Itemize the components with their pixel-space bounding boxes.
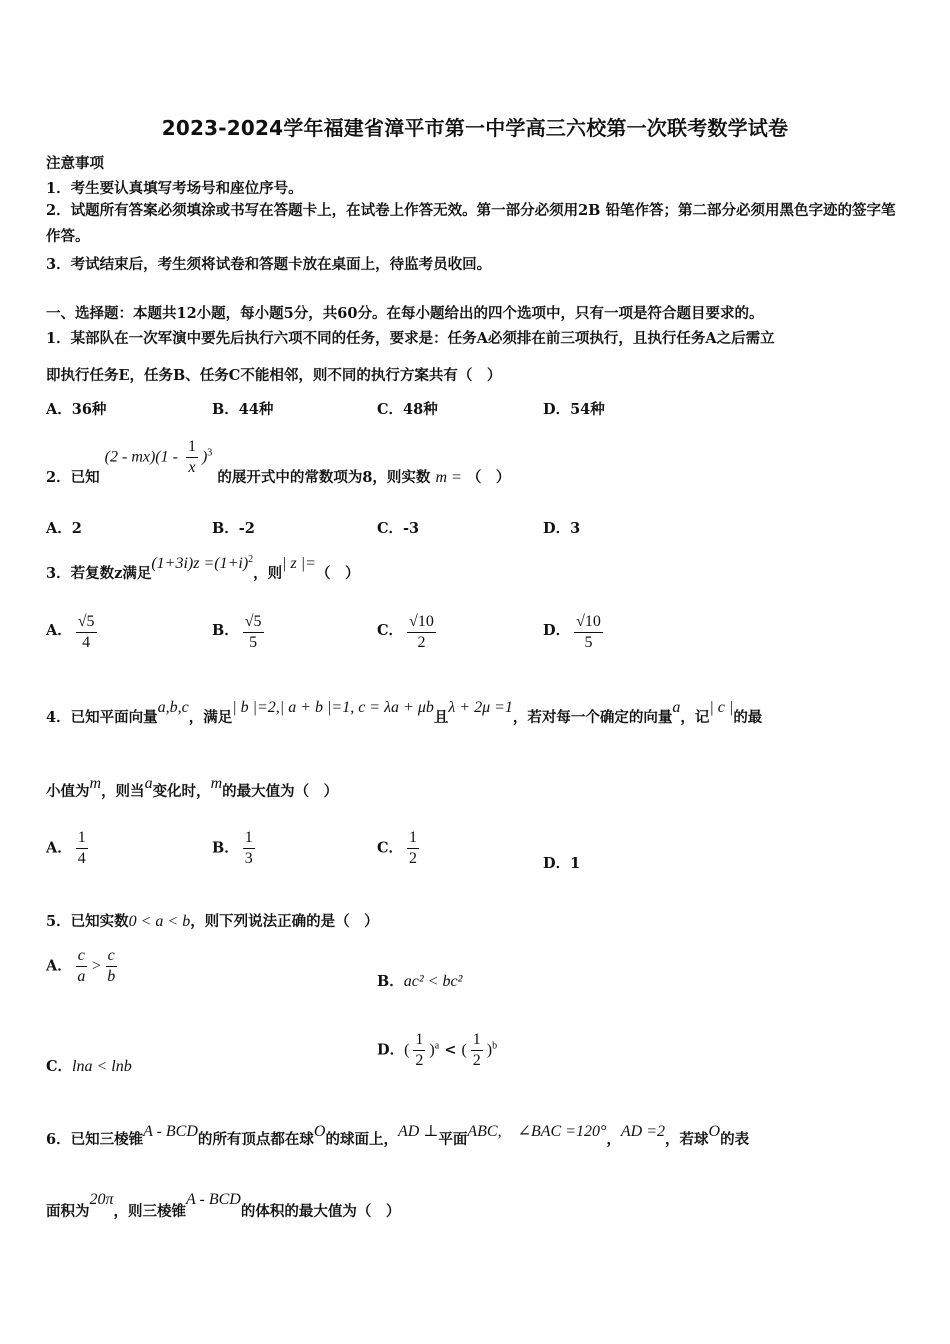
q3-c-num: √10 [407, 612, 436, 633]
q4-t3: ，若对每一个确定的向量 [512, 709, 673, 726]
q6-area: 20π [89, 1191, 114, 1208]
q4-option-a-frac [76, 828, 88, 869]
q2-option-c: C．-3 [377, 520, 420, 537]
q1-option-c: C．48种 [377, 401, 438, 418]
q3-option-b-label: B． [212, 621, 239, 639]
q2-frac-num: 1 [186, 437, 198, 458]
q6-c2: ABC, ∠BAC =120° [467, 1123, 607, 1140]
q4-option-d: D．1 [543, 855, 581, 872]
q5-d-frac-2 [471, 1030, 483, 1071]
q2-power: 3 [207, 447, 213, 459]
q5-option-d-label: D． [377, 1041, 405, 1059]
q3-option-a [46, 612, 101, 653]
notice-heading: 注意事项 [46, 155, 104, 172]
q5-option-c-label: C． [46, 1058, 73, 1075]
q6-m1: 的所有顶点都在球 [197, 1131, 314, 1148]
q3-suffix: （ ） [315, 565, 360, 582]
q2-fraction [186, 437, 198, 478]
q3-d-num: √10 [574, 612, 603, 633]
q5-d-p1: a [434, 1040, 440, 1052]
q6-line-2 [46, 1188, 401, 1220]
q3-option-d-frac [574, 612, 603, 653]
q5-option-a-label: A． [46, 957, 72, 975]
q4-option-a-label: A． [46, 839, 72, 857]
q2-stem [46, 437, 511, 486]
q3-option-d [543, 612, 607, 653]
q6-t2: A - BCD [186, 1191, 241, 1208]
notice-item-2: 2．试题所有答案必须填涂或书写在答题卡上，在试卷上作答无效。第一部分必须用2B 铅笔作答；第二部分必须用黑色字迹的签字笔作答。 [46, 202, 896, 245]
q6-o2: O [708, 1123, 721, 1140]
q3-option-d-label: D． [543, 621, 571, 639]
q2-middle: 的展开式中的常数项为8，则实数 [217, 468, 431, 486]
q5-option-a [46, 946, 121, 987]
q5-suffix: ，则下列说法正确的是（ ） [190, 913, 379, 930]
q2-option-d: D．3 [543, 520, 581, 537]
q3-a-num: √5 [76, 612, 97, 633]
q4-option-c-label: C． [377, 839, 404, 857]
q5-d-d1: 2 [415, 1052, 424, 1069]
q5-option-b-label: B． [377, 973, 404, 990]
q4-l2c: 变化时， [152, 783, 211, 800]
q6-prefix: 6．已知三棱锥 [46, 1131, 144, 1148]
q2-option-b: B．-2 [212, 520, 255, 537]
q5-d-n1: 1 [413, 1030, 425, 1051]
section-heading: 一、选择题：本题共12小题，每小题5分，共60分。在每小题给出的四个选项中，只有一项是符合题目要求的。 [46, 305, 764, 322]
q6-m4: ， [606, 1131, 621, 1148]
q4-t2: 且 [433, 709, 449, 726]
q3-option-c-label: C． [377, 621, 404, 639]
q1-line-2: 即执行任务E，任务B、任务C不能相邻，则不同的执行方案共有（ ） [46, 367, 502, 384]
q5-a-d2: b [107, 968, 116, 985]
q4-option-b [212, 828, 259, 869]
q4-option-a [46, 828, 92, 869]
q5-d-frac-1 [413, 1030, 425, 1071]
q3-a-den: 4 [82, 634, 91, 651]
q6-l2c: 的体积的最大值为（ ） [240, 1203, 401, 1220]
q3-middle: ，则 [253, 565, 283, 582]
q6-m3: 平面 [438, 1131, 468, 1148]
q5-option-b [377, 970, 462, 991]
q4-cond2: λ + 2μ =1 [448, 699, 513, 716]
q4-t1: ，满足 [188, 709, 233, 726]
q4-option-c [377, 828, 423, 869]
q4-line-1 [46, 696, 763, 726]
q5-option-d: D．( $\frac{1}{2}$ )$^a$ < ( $\frac{1}{2}$ )$^b$ [377, 1031, 498, 1069]
q3-option-b [212, 612, 268, 653]
q5-d-n2: 1 [471, 1030, 483, 1051]
q4-a-num: 1 [76, 828, 88, 849]
notice-item-3: 3．考试结束后，考生须将试卷和答题卡放在桌面上，待监考员收回。 [46, 256, 492, 273]
q1-line-1: 1．某部队在一次军演中要先后执行六项不同的任务，要求是：任务A必须排在前三项执行，且执行任务A之后需立 [46, 330, 775, 347]
q4-a-den: 4 [77, 850, 86, 867]
q1-option-a: A．36种 [46, 401, 107, 418]
q2-var: m = [435, 468, 462, 486]
q6-t1: A - BCD [143, 1123, 198, 1140]
q6-o1: O [313, 1123, 326, 1140]
q3-b-num: √5 [243, 612, 264, 633]
q4-option-b-label: B． [212, 839, 239, 857]
q3-option-a-label: A． [46, 621, 72, 639]
q4-l2a: 小值为 [46, 783, 90, 800]
q5-option-c [46, 1055, 132, 1076]
q4-b-num: 1 [243, 828, 255, 849]
q5-cond: 0 < a < b [128, 913, 191, 930]
q6-m6: 的表 [720, 1131, 750, 1148]
q6-line-1 [46, 1118, 750, 1148]
q4-c-num: 1 [407, 828, 419, 849]
q6-l2b: ，则三棱锥 [113, 1203, 187, 1220]
q3-power: 2 [248, 554, 254, 566]
q2-option-a: A．2 [46, 520, 82, 537]
q2-close: ) [201, 448, 208, 466]
q4-t5: 的最 [733, 709, 763, 726]
q3-option-b-frac [243, 612, 264, 653]
q6-m2: 的球面上， [325, 1131, 398, 1148]
q5-a-n1: c [76, 946, 87, 967]
q3-stem [46, 552, 360, 582]
q5-option-c-expr: lna < lnb [72, 1058, 132, 1075]
page-title: 2023-2024学年福建省漳平市第一中学高三六校第一次联考数学试卷 [161, 116, 789, 140]
q6-c3: AD =2 [620, 1123, 666, 1140]
q3-b-den: 5 [249, 634, 258, 651]
q1-option-d: D．54种 [543, 401, 605, 418]
q3-option-c [377, 612, 440, 653]
q5-a-d1: a [77, 968, 86, 985]
q3-option-c-frac [407, 612, 436, 653]
q4-t4: ，记 [680, 709, 710, 726]
q5-d-p2: b [492, 1040, 498, 1052]
q2-suffix: （ ） [466, 468, 511, 486]
q4-cond: | b |=2,| a + b |=1, c = λa + μb [232, 699, 434, 716]
q4-c-den: 2 [409, 850, 418, 867]
q4-vc: | c | [709, 699, 734, 716]
q2-prefix: 2．已知 [46, 468, 100, 486]
q4-m1: m [89, 775, 102, 792]
q5-a-n2: c [106, 946, 117, 967]
q4-va: a [672, 699, 681, 716]
q1-option-b: B．44种 [212, 401, 274, 418]
q6-m5: ，若球 [665, 1131, 709, 1148]
q5-option-b-expr: ac² < bc² [403, 973, 463, 990]
q3-prefix: 3．若复数z满足 [46, 565, 152, 582]
q5-a-op: > [90, 957, 102, 975]
q6-c1: AD ⊥ [397, 1123, 439, 1140]
q4-option-b-frac [243, 828, 255, 869]
q4-l2b: ，则当 [101, 783, 145, 800]
q6-l2a: 面积为 [46, 1203, 90, 1220]
q5-d-op: < [444, 1041, 457, 1059]
q5-a-frac-2 [106, 946, 117, 987]
q4-prefix: 4．已知平面向量 [46, 709, 158, 726]
q3-abs: | z |= [282, 555, 316, 572]
q4-m2: m [210, 775, 223, 792]
q4-l2d: 的最大值为（ ） [222, 783, 339, 800]
q3-d-den: 5 [584, 634, 593, 651]
q3-c-den: 2 [417, 634, 426, 651]
q4-b-den: 3 [244, 850, 253, 867]
q3-expr: (1+3i)z =(1+i) [151, 555, 249, 572]
q5-prefix: 5．已知实数 [46, 913, 129, 930]
q2-frac-den: x [188, 459, 196, 476]
q5-a-frac-1 [76, 946, 87, 987]
q5-stem [46, 910, 379, 931]
q2-expr: (2 - mx)(1 - [104, 448, 182, 466]
q4-line-2 [46, 772, 339, 800]
q5-d-d2: 2 [472, 1052, 481, 1069]
q4-vecs: a,b,c [157, 699, 189, 716]
q4-a2: a [144, 775, 153, 792]
q4-option-c-frac [407, 828, 419, 869]
q3-option-a-frac [76, 612, 97, 653]
notice-item-1: 1．考生要认真填写考场号和座位序号。 [46, 180, 303, 197]
